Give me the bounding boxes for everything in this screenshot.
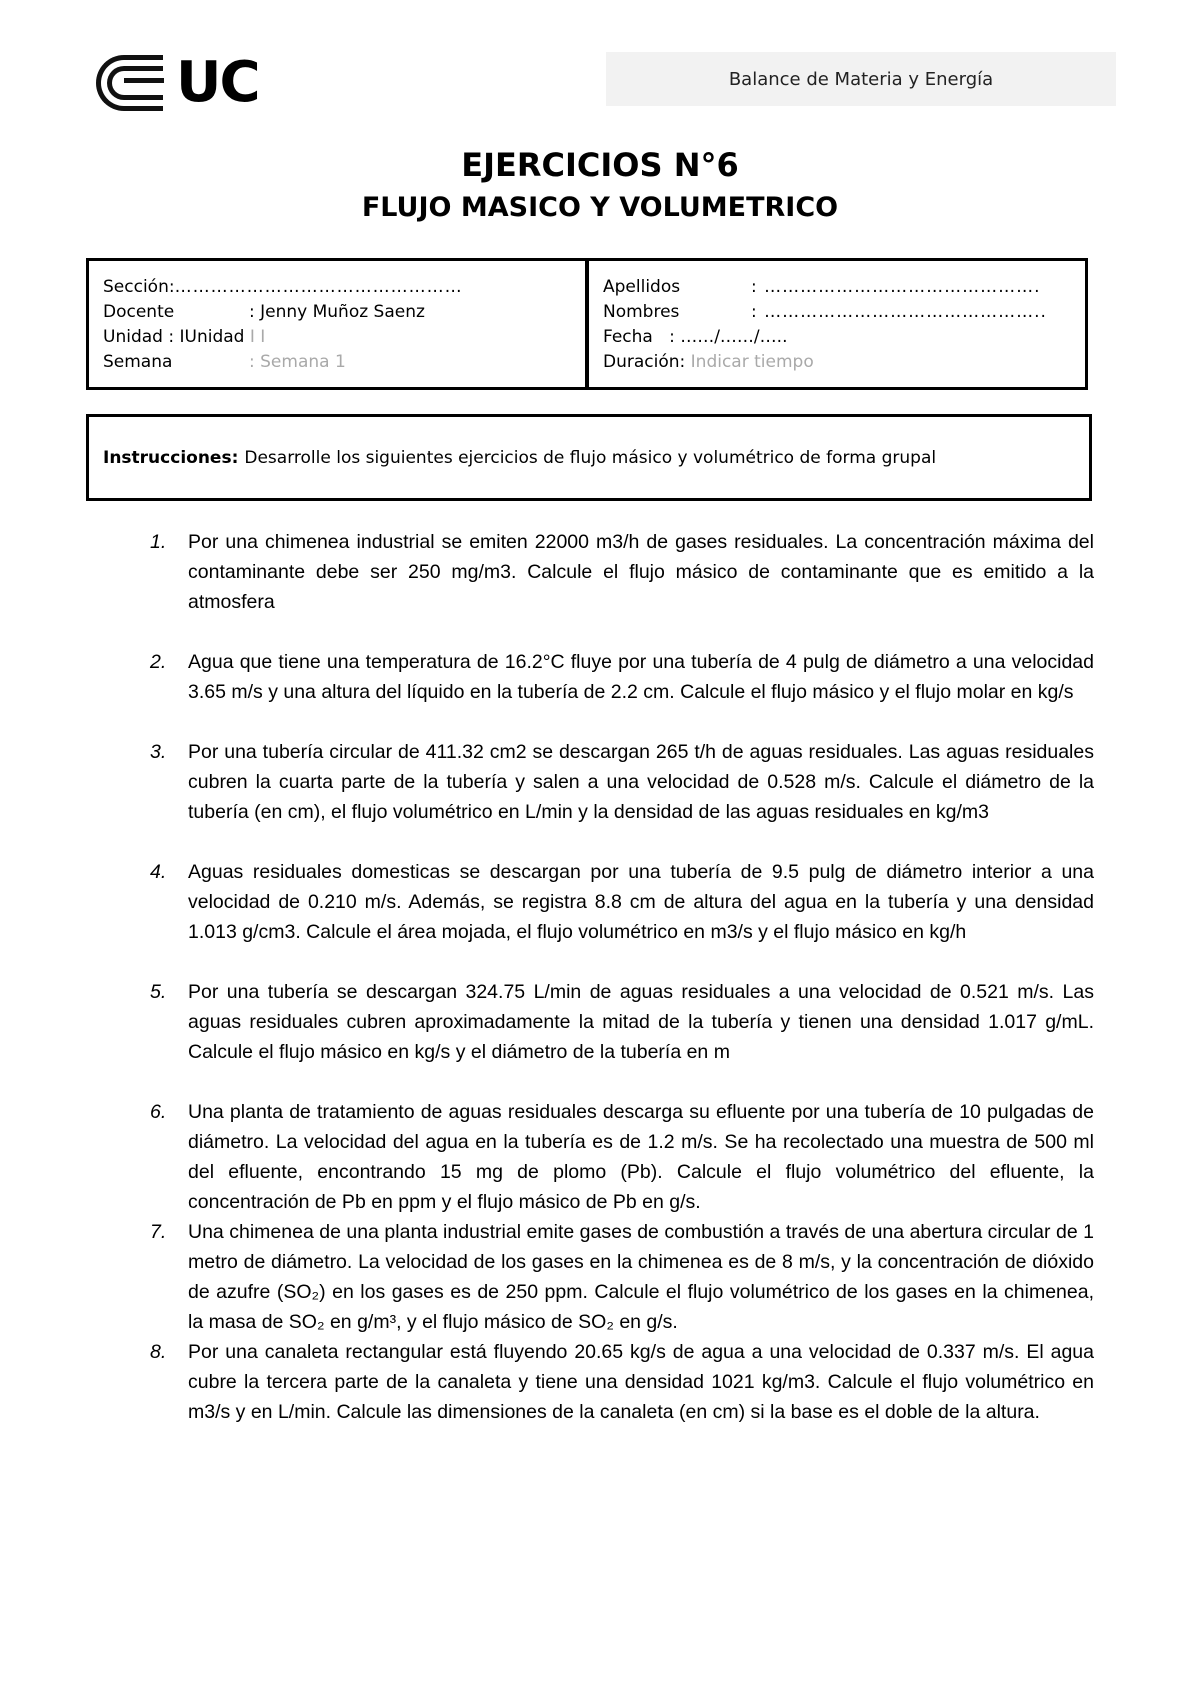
exercise-item [150, 1217, 1094, 1337]
seccion-label: Sección: [103, 277, 175, 297]
apellidos-row [603, 275, 1071, 300]
exercise-number: 8. [150, 1341, 167, 1363]
exercise-text: Por una chimenea industrial se emiten 22000 m3/h de gases residuales. La concentración máxima del contaminante debe ser 250 mg/m3. Calcule el flujo másico de contaminante que es emitido a la atmosfera [188, 531, 1094, 613]
exercise-text: Por una tubería se descargan 324.75 L/min de aguas residuales a una velocidad de 0.521 m/s. Las aguas residuales cubren aproximadamente la mitad de la tubería y tienen una densidad 1.017 g/mL. Calcule el flujo másico en kg/s y el diámetro de la tubería en m [188, 981, 1094, 1063]
instructions-label: Instrucciones: [103, 447, 239, 468]
exercise-item [150, 527, 1094, 617]
exercise-text: Aguas residuales domesticas se descargan por una tubería de 9.5 pulg de diámetro interior a una velocidad de 0.210 m/s. Además, se registra 8.8 cm de altura del agua en la tubería y una densidad 1.013 g/cm3. Calcule el área mojada, el flujo volumétrico en m3/s y el flujo másico en kg/h [188, 861, 1094, 943]
apellidos-value: : ………………………………………. [751, 277, 1041, 297]
uc-logo-mark [96, 55, 174, 111]
student-info-box [86, 258, 1088, 390]
exercise-number: 6. [150, 1101, 167, 1123]
course-name: Balance de Materia y Energía [606, 52, 1116, 106]
uc-logo-text: UC [176, 50, 259, 115]
exercise-number: 1. [150, 531, 167, 553]
exercise-item [150, 857, 1094, 947]
unidad-row [103, 325, 571, 350]
duracion-value: Indicar tiempo [690, 352, 814, 372]
instructions-text: Desarrolle los siguientes ejercicios de flujo másico y volumétrico de forma grupal [244, 447, 937, 468]
exercise-text: Por una tubería circular de 411.32 cm2 se descargan 265 t/h de aguas residuales. Las aguas residuales cubren la cuarta parte de la tubería y salen a una velocidad de 0.528 m/s. Calcule el diámetro de la tubería (en cm), el flujo volumétrico en L/min y la densidad de las aguas residuales en kg/m3 [188, 741, 1094, 823]
nombres-value: : ……………………………………….. [751, 302, 1047, 322]
exercise-list [150, 527, 1094, 1427]
semana-label: Semana [103, 352, 173, 372]
page-title: EJERCICIOS N°6 [461, 146, 739, 184]
exercise-item [150, 977, 1094, 1067]
course-info-column [89, 261, 589, 387]
exercise-item [150, 1337, 1094, 1427]
apellidos-label: Apellidos [603, 277, 681, 297]
student-info-column [589, 261, 1085, 387]
exercise-number: 7. [150, 1221, 167, 1243]
fecha-label: Fecha [603, 327, 653, 347]
semana-row [103, 350, 571, 375]
seccion-row [103, 275, 571, 300]
docente-value: : Jenny Muñoz Saenz [249, 302, 425, 322]
nombres-row [603, 300, 1071, 325]
seccion-value: ………………………………………… [174, 277, 463, 297]
instructions-box [86, 414, 1092, 501]
exercise-number: 2. [150, 651, 167, 673]
duracion-row [603, 350, 1071, 375]
fecha-value: : ……/……/….. [669, 327, 788, 347]
exercise-number: 3. [150, 741, 167, 763]
page-subtitle: FLUJO MASICO Y VOLUMETRICO [361, 192, 839, 223]
unidad-value: : IUnidad [168, 327, 245, 347]
duracion-label: Duración: [603, 352, 686, 372]
unidad-value-placeholder: I I [249, 327, 266, 347]
exercise-text: Una planta de tratamiento de aguas residuales descarga su efluente por una tubería de 10 pulgadas de diámetro. La velocidad del agua en la tubería es de 1.2 m/s. Se ha recolectado una muestra de 500 ml del efluente, encontrando 15 mg de plomo (Pb). Calcule el flujo volumétrico del efluente, la concentración de Pb en ppm y el flujo másico de Pb en g/s. [188, 1101, 1094, 1213]
exercise-item [150, 737, 1094, 827]
exercise-number: 5. [150, 981, 167, 1003]
exercise-number: 4. [150, 861, 167, 883]
exercise-text: Una chimenea de una planta industrial emite gases de combustión a través de una abertura circular de 1 metro de diámetro. La velocidad de los gases en la chimenea es de 8 m/s, y la concentración de dióxido de azufre (SO₂) en los gases es de 250 ppm. Calcule el flujo volumétrico de los gases en la chimenea, la masa de SO₂ en g/m³, y el flujo másico de SO₂ en g/s. [188, 1221, 1094, 1333]
unidad-label: Unidad [103, 327, 163, 347]
docente-row [103, 300, 571, 325]
exercise-item [150, 647, 1094, 707]
uc-logo [96, 52, 286, 114]
nombres-label: Nombres [603, 302, 680, 322]
fecha-row [603, 325, 1071, 350]
semana-value: : Semana 1 [249, 352, 346, 372]
exercise-item [150, 1097, 1094, 1217]
exercise-text: Por una canaleta rectangular está fluyendo 20.65 kg/s de agua a una velocidad de 0.337 m/s. El agua cubre la tercera parte de la canaleta y tiene una densidad 1021 kg/m3. Calcule el flujo volumétrico en m3/s y en L/min. Calcule las dimensiones de la canaleta (en cm) si la base es el doble de la altura. [188, 1341, 1094, 1423]
docente-label: Docente [103, 302, 175, 322]
exercise-text: Agua que tiene una temperatura de 16.2°C fluye por una tubería de 4 pulg de diámetro a una velocidad 3.65 m/s y una altura del líquido en la tubería de 2.2 cm. Calcule el flujo másico y el flujo molar en kg/s [188, 651, 1094, 703]
